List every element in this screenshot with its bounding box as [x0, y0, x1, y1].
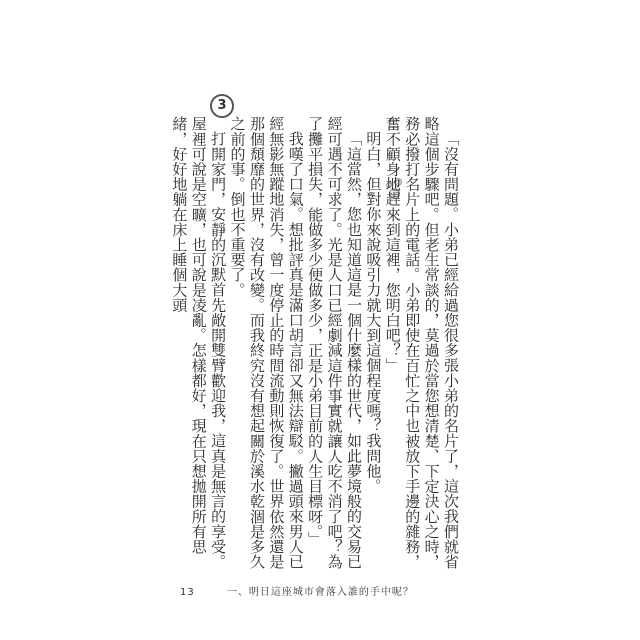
paragraph: 「這當然，您也知道這是一個什麼樣的世代，如此夢境般的交易已經可遇不可求了。光是人口已經劇減這件事實就讓人吃不消了吧？為了攤平損失，能做多少便做多少，正是小弟目前的人生目標呀。」: [306, 116, 363, 569]
page-number: 13: [180, 587, 195, 598]
paragraph: 我嘆了口氣。想批評真是滿口胡言卻又無法辯駁。撇過頭來男人已經無影無蹤地消失，曾一度停止的時間流動則恢復了。世界依然還是那個頹靡的世界，沒有改變。而我終究沒有想起關於溪水乾涸是多久之前的事。倒也不重要了。: [228, 116, 305, 569]
section-number: 3: [210, 94, 234, 118]
page-footer: [180, 583, 414, 598]
running-title: 一、明日這座城市會落入誰的手中呢？: [226, 587, 414, 598]
paragraph: 打開家門，安靜的沉默首先敞開雙臂歡迎我，這真是無言的享受。屋裡可說是空曠，也可說是凌亂。怎樣都好，現在只想拋開所有思緒，好好地躺在床上睡個大頭: [170, 116, 228, 569]
paragraph: 「沒有問題。小弟已經給過您很多張小弟的名片了，這次我們就省略這個步驟吧。但老生常談的，莫過於當您想清楚、下定決心之時，務必撥打名片上的電話。小弟即使在百忙之中也被放下手邊的雜務，奮不顧身地趕來到這裡，您明白吧？」: [383, 116, 460, 569]
paragraph: 明白，但對你來說吸引力就大到這個程度嗎？我問他。: [364, 131, 383, 494]
body-text: [170, 116, 460, 576]
